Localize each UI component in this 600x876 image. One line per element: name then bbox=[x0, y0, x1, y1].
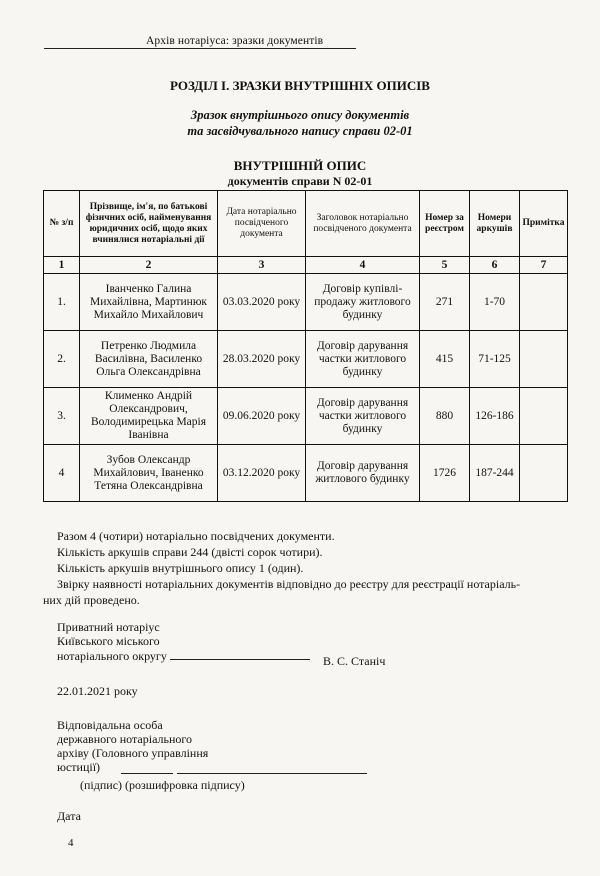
responsible-person-block bbox=[57, 718, 208, 774]
notary-city: Київського міського bbox=[57, 634, 160, 648]
date-label: Дата bbox=[57, 809, 81, 823]
notary-name: В. С. Станіч bbox=[323, 654, 386, 668]
signature-line bbox=[170, 648, 310, 660]
row-number: 4 bbox=[44, 445, 80, 502]
table-row bbox=[44, 445, 568, 502]
row-note bbox=[520, 331, 568, 388]
summary-sheet-count: Кількість аркушів справи 244 (двісті сорок чотири). bbox=[57, 545, 323, 559]
column-number: 7 bbox=[520, 257, 568, 274]
table-row bbox=[44, 388, 568, 445]
row-note bbox=[520, 274, 568, 331]
column-number: 4 bbox=[306, 257, 420, 274]
row-note bbox=[520, 445, 568, 502]
row-register: 1726 bbox=[420, 445, 470, 502]
column-number-row bbox=[44, 257, 568, 274]
column-number: 2 bbox=[80, 257, 218, 274]
responsible-line-4: юстиції) bbox=[57, 760, 101, 774]
document-title: ВНУТРІШНІЙ ОПИС bbox=[233, 158, 367, 173]
notary-district: нотаріального округу bbox=[57, 649, 167, 663]
summary-inventory-sheets: Кількість аркушів внутрішнього опису 1 (один). bbox=[57, 561, 304, 575]
row-note bbox=[520, 388, 568, 445]
section-title: РОЗДІЛ І. ЗРАЗКИ ВНУТРІШНІХ ОПИСІВ bbox=[170, 78, 430, 93]
notary-block bbox=[57, 620, 310, 663]
row-register: 415 bbox=[420, 331, 470, 388]
row-register: 880 bbox=[420, 388, 470, 445]
col-header-persons: Прізвище, ім'я, по батькові фізичних осіб, найменування юридичних осіб, щодо яких вчинялися нотаріальні дії bbox=[80, 191, 218, 257]
row-title: Договір дарування житлового будинку bbox=[306, 445, 420, 502]
row-date: 03.03.2020 року bbox=[218, 274, 306, 331]
row-title: Договір дарування частки житлового будинку bbox=[306, 388, 420, 445]
col-header-date: Дата нотаріально посвідченого документа bbox=[218, 191, 306, 257]
col-header-number: № з/п bbox=[44, 191, 80, 257]
col-header-title: Заголовок нотаріально посвідченого документа bbox=[306, 191, 420, 257]
header-rule bbox=[44, 48, 356, 49]
signature-caption: (підпис) (розшифровка підпису) bbox=[80, 778, 245, 792]
row-number: 1. bbox=[44, 274, 80, 331]
col-header-register: Номер за реєстром bbox=[420, 191, 470, 257]
page-number: 4 bbox=[68, 837, 74, 849]
column-number: 3 bbox=[218, 257, 306, 274]
signing-date: 22.01.2021 року bbox=[57, 684, 138, 698]
column-number: 5 bbox=[420, 257, 470, 274]
row-title: Договір купівлі-продажу житлового будинку bbox=[306, 274, 420, 331]
responsible-line-1: Відповідальна особа bbox=[57, 718, 163, 732]
row-register: 271 bbox=[420, 274, 470, 331]
summary-block bbox=[43, 528, 577, 608]
column-number: 6 bbox=[470, 257, 520, 274]
row-sheets: 1-70 bbox=[470, 274, 520, 331]
row-number: 2. bbox=[44, 331, 80, 388]
summary-reconciliation-cont: них дій проведено. bbox=[43, 593, 140, 607]
document-subtitle: документів справи N 02-01 bbox=[227, 174, 373, 188]
inventory-table bbox=[43, 190, 568, 502]
responsible-line-3: архіву (Головного управління bbox=[57, 746, 209, 760]
row-persons: Клименко Андрій Олександрович, Володимирецька Марія Іванівна bbox=[80, 388, 218, 445]
table-row bbox=[44, 331, 568, 388]
row-sheets: 187-244 bbox=[470, 445, 520, 502]
col-header-sheets: Номери аркушів bbox=[470, 191, 520, 257]
running-header: Архів нотаріуса: зразки документів bbox=[146, 35, 324, 47]
summary-total-documents: Разом 4 (чотири) нотаріально посвідчених документи. bbox=[57, 529, 335, 543]
signature-transcript-line bbox=[177, 773, 367, 774]
responsible-line-2: державного нотаріального bbox=[57, 732, 193, 746]
subtitle-line-2: та засвідчувального напису справи 02-01 bbox=[187, 124, 413, 138]
row-date: 03.12.2020 року bbox=[218, 445, 306, 502]
row-date: 09.06.2020 року bbox=[218, 388, 306, 445]
row-number: 3. bbox=[44, 388, 80, 445]
signature-line bbox=[121, 773, 173, 774]
col-header-note: Примітка bbox=[520, 191, 568, 257]
row-date: 28.03.2020 року bbox=[218, 331, 306, 388]
row-persons: Іванченко Галина Михайлівна, Мартинюк Михайло Михайлович bbox=[80, 274, 218, 331]
column-number: 1 bbox=[44, 257, 80, 274]
notary-title: Приватний нотаріус bbox=[57, 620, 160, 634]
summary-reconciliation: Звірку наявності нотаріальних документів відповідно до реєстру для реєстрації нотаріаль- bbox=[57, 577, 521, 591]
table-row bbox=[44, 274, 568, 331]
subtitle-line-1: Зразок внутрішнього опису документів bbox=[190, 108, 410, 122]
row-sheets: 71-125 bbox=[470, 331, 520, 388]
row-sheets: 126-186 bbox=[470, 388, 520, 445]
table-header-row bbox=[44, 191, 568, 257]
row-persons: Зубов Олександр Михайлович, Іваненко Тетяна Олександрівна bbox=[80, 445, 218, 502]
row-persons: Петренко Людмила Василівна, Василенко Ольга Олександрівна bbox=[80, 331, 218, 388]
row-title: Договір дарування частки житлового будинку bbox=[306, 331, 420, 388]
